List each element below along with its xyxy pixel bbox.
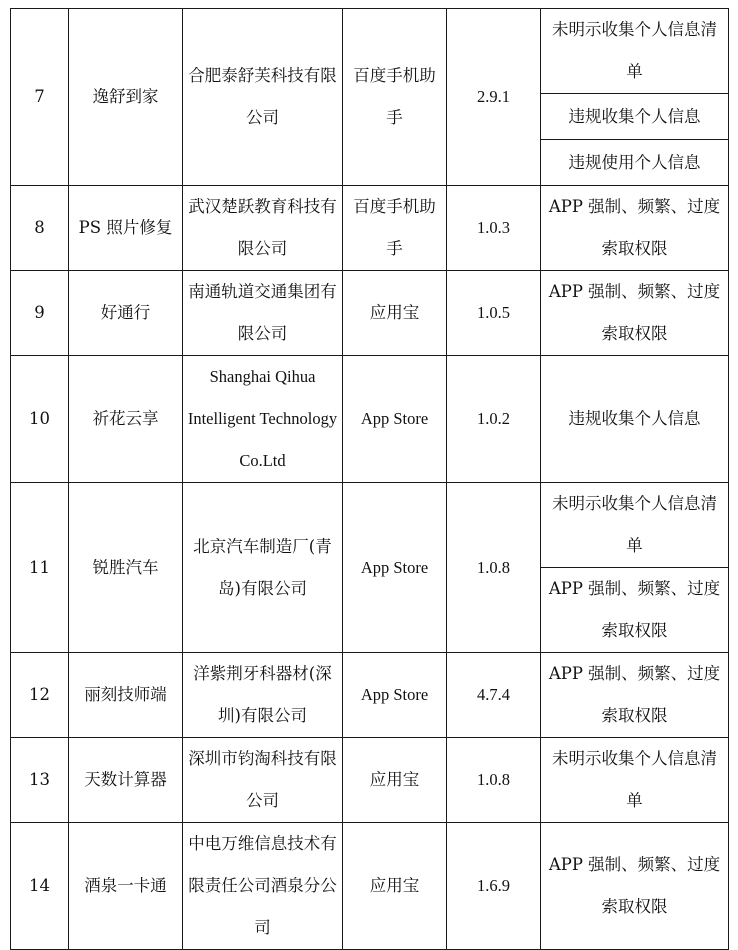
issue-cell: APP 强制、频繁、过度索取权限: [541, 186, 729, 271]
app-name: PS 照片修复: [69, 186, 183, 271]
app-store: App Store: [343, 483, 447, 653]
row-number: 8: [11, 186, 69, 271]
app-version: 1.0.5: [447, 271, 541, 356]
table-row: [11, 653, 729, 738]
app-version: 1.0.8: [447, 483, 541, 653]
row-number: 12: [11, 653, 69, 738]
app-name: 酒泉一卡通: [69, 823, 183, 950]
app-store: 应用宝: [343, 271, 447, 356]
table-row: [11, 738, 729, 823]
app-version: 1.0.2: [447, 356, 541, 483]
app-version: 2.9.1: [447, 9, 541, 186]
developer-name: 南通轨道交通集团有限公司: [183, 271, 343, 356]
issue-cell: APP 强制、频繁、过度索取权限: [541, 823, 729, 950]
developer-name: Shanghai Qihua Intelligent Technology Co.Ltd: [183, 356, 343, 483]
app-name: 逸舒到家: [69, 9, 183, 186]
app-store: 应用宝: [343, 738, 447, 823]
issue-cell: 未明示收集个人信息清单: [541, 483, 729, 568]
developer-name: 中电万维信息技术有限责任公司酒泉分公司: [183, 823, 343, 950]
app-version: 1.0.3: [447, 186, 541, 271]
developer-name: 武汉楚跃教育科技有限公司: [183, 186, 343, 271]
table-row: [11, 483, 729, 568]
developer-name: 洋紫荆牙科器材(深圳)有限公司: [183, 653, 343, 738]
developer-name: 合肥泰舒芙科技有限公司: [183, 9, 343, 186]
app-name: 祈花云享: [69, 356, 183, 483]
app-store: App Store: [343, 653, 447, 738]
app-store: 百度手机助手: [343, 9, 447, 186]
app-name: 锐胜汽车: [69, 483, 183, 653]
table-row: [11, 823, 729, 950]
row-number: 7: [11, 9, 69, 186]
issue-cell: 违规使用个人信息: [541, 140, 729, 186]
issue-cell: 未明示收集个人信息清单: [541, 9, 729, 94]
issue-cell: 未明示收集个人信息清单: [541, 738, 729, 823]
app-violation-table: [10, 8, 729, 950]
issue-cell: APP 强制、频繁、过度索取权限: [541, 568, 729, 653]
issue-cell: APP 强制、频繁、过度索取权限: [541, 271, 729, 356]
app-name: 天数计算器: [69, 738, 183, 823]
row-number: 14: [11, 823, 69, 950]
table-row: [11, 356, 729, 483]
table-row: [11, 9, 729, 94]
app-version: 1.0.8: [447, 738, 541, 823]
app-store: 应用宝: [343, 823, 447, 950]
developer-name: 深圳市钧淘科技有限公司: [183, 738, 343, 823]
app-name: 丽刻技师端: [69, 653, 183, 738]
issue-cell: APP 强制、频繁、过度索取权限: [541, 653, 729, 738]
issue-cell: 违规收集个人信息: [541, 94, 729, 140]
app-version: 4.7.4: [447, 653, 541, 738]
table-row: [11, 271, 729, 356]
app-store: App Store: [343, 356, 447, 483]
row-number: 13: [11, 738, 69, 823]
issue-cell: 违规收集个人信息: [541, 356, 729, 483]
row-number: 10: [11, 356, 69, 483]
app-name: 好通行: [69, 271, 183, 356]
app-store: 百度手机助手: [343, 186, 447, 271]
developer-name: 北京汽车制造厂(青岛)有限公司: [183, 483, 343, 653]
table-row: [11, 186, 729, 271]
row-number: 9: [11, 271, 69, 356]
row-number: 11: [11, 483, 69, 653]
app-version: 1.6.9: [447, 823, 541, 950]
